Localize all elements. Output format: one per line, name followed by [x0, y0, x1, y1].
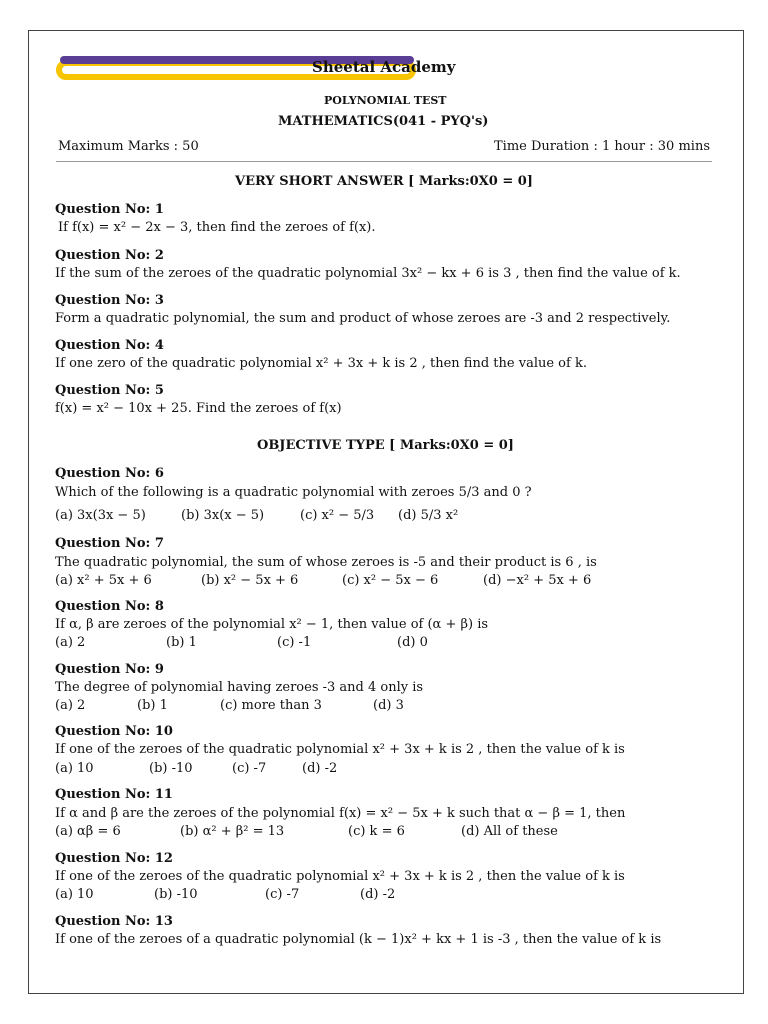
- option-c: (c) more than 3: [220, 698, 322, 713]
- option-b: (b) 1: [137, 698, 168, 713]
- question-label: Question No: 3: [55, 293, 164, 308]
- question-label: Question No: 7: [55, 536, 164, 551]
- max-marks: Maximum Marks : 50: [58, 139, 199, 154]
- question-label: Question No: 1: [55, 202, 164, 217]
- question-label: Question No: 4: [55, 338, 164, 353]
- option-b: (b) -10: [149, 761, 193, 776]
- question-text: If α and β are the zeroes of the polynomial f(x) = x² − 5x + k such that α − β = 1, then: [55, 806, 626, 821]
- duration: Time Duration : 1 hour : 30 mins: [493, 139, 710, 154]
- option-c: (c) x² − 5x − 6: [342, 573, 439, 588]
- subject-title: MATHEMATICS(041 - PYQ's): [278, 114, 489, 129]
- question-label: Question No: 12: [55, 851, 173, 866]
- question-text: If the sum of the zeroes of the quadratic polynomial 3x² − kx + 6 is 3 , then find the value of k.: [55, 266, 681, 281]
- question-label: Question No: 11: [55, 787, 173, 802]
- question-label: Question No: 5: [55, 383, 164, 398]
- option-c: (c) k = 6: [348, 824, 405, 839]
- option-a: (a) 10: [55, 761, 94, 776]
- option-b: (b) -10: [154, 887, 198, 902]
- question-label: Question No: 8: [55, 599, 164, 614]
- option-a: (a) 10: [55, 887, 94, 902]
- option-c: (c) -7: [232, 761, 267, 776]
- question-text: f(x) = x² − 10x + 25. Find the zeroes of f(x): [55, 401, 342, 416]
- option-a: (a) αβ = 6: [55, 824, 121, 839]
- option-b: (b) α² + β² = 13: [180, 824, 285, 839]
- option-d: (d) 5/3 x²: [398, 508, 459, 523]
- section-objective: OBJECTIVE TYPE [ Marks:0X0 = 0]: [257, 438, 514, 453]
- question-label: Question No: 10: [55, 724, 173, 739]
- option-a: (a) 2: [55, 698, 86, 713]
- option-b: (b) 3x(x − 5): [181, 508, 265, 523]
- option-a: (a) 2: [55, 635, 86, 650]
- question-text: If one of the zeroes of the quadratic polynomial x² + 3x + k is 2 , then the value of k is: [55, 869, 625, 884]
- option-b: (b) x² − 5x + 6: [201, 573, 299, 588]
- question-label: Question No: 6: [55, 466, 164, 481]
- question-text: If one zero of the quadratic polynomial x² + 3x + k is 2 , then find the value of k.: [55, 356, 587, 371]
- question-text: If α, β are zeroes of the polynomial x² − 1, then value of (α + β) is: [55, 617, 489, 632]
- section-vsa: VERY SHORT ANSWER [ Marks:0X0 = 0]: [235, 174, 533, 189]
- option-d: (d) 3: [373, 698, 404, 713]
- option-d: (d) -2: [360, 887, 396, 902]
- option-d: (d) -2: [302, 761, 338, 776]
- option-c: (c) -7: [265, 887, 300, 902]
- academy-name: Sheetal Academy: [312, 58, 456, 76]
- question-text: The quadratic polynomial, the sum of whose zeroes is -5 and their product is 6 , is: [55, 555, 597, 570]
- option-b: (b) 1: [166, 635, 197, 650]
- question-text: If f(x) = x² − 2x − 3, then find the zeroes of f(x).: [58, 220, 376, 235]
- question-text: Which of the following is a quadratic polynomial with zeroes 5/3 and 0 ?: [55, 485, 532, 500]
- option-d: (d) −x² + 5x + 6: [483, 573, 592, 588]
- option-a: (a) x² + 5x + 6: [55, 573, 152, 588]
- question-text: If one of the zeroes of the quadratic polynomial x² + 3x + k is 2 , then the value of k is: [55, 742, 625, 757]
- question-text: The degree of polynomial having zeroes -3 and 4 only is: [55, 680, 424, 695]
- test-title: POLYNOMIAL TEST: [324, 94, 447, 107]
- question-label: Question No: 9: [55, 662, 164, 677]
- question-label: Question No: 2: [55, 248, 164, 263]
- option-a: (a) 3x(3x − 5): [55, 508, 146, 523]
- option-c: (c) -1: [277, 635, 312, 650]
- question-label: Question No: 13: [55, 914, 173, 929]
- question-text: If one of the zeroes of a quadratic polynomial (k − 1)x² + kx + 1 is -3 , then the value of k is: [55, 932, 662, 947]
- option-d: (d) 0: [397, 635, 428, 650]
- divider: [56, 161, 712, 162]
- option-c: (c) x² − 5/3: [300, 508, 375, 523]
- option-d: (d) All of these: [461, 824, 558, 839]
- question-text: Form a quadratic polynomial, the sum and product of whose zeroes are -3 and 2 respectively.: [55, 311, 671, 326]
